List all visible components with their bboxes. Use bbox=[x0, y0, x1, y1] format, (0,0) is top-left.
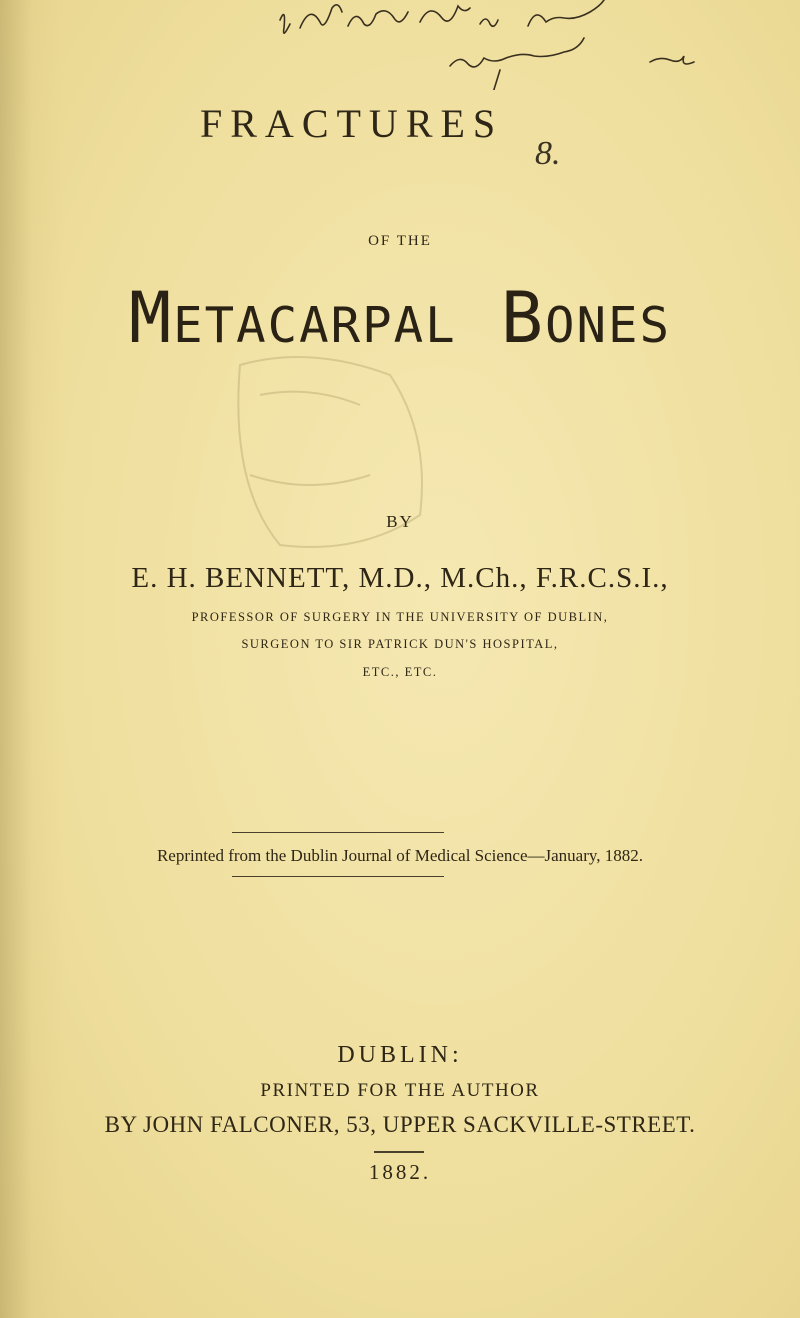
title-connector: OF THE bbox=[368, 233, 432, 249]
author-name: E. H. BENNETT, M.D., M.Ch., F.R.C.S.I., bbox=[131, 562, 669, 594]
title-line-2 bbox=[0, 277, 800, 359]
credential-line: ETC., ETC. bbox=[362, 665, 438, 679]
divider-bottom bbox=[232, 876, 444, 877]
title-line-1: FRACTURES bbox=[200, 101, 504, 146]
credential-line: SURGEON TO SIR PATRICK DUN'S HOSPITAL, bbox=[241, 637, 559, 651]
handwritten-mark: 8. bbox=[535, 135, 561, 172]
byline: BY bbox=[386, 512, 414, 531]
imprint-publisher: BY JOHN FALCONER, 53, UPPER SACKVILLE-STREET. bbox=[104, 1112, 696, 1137]
reprint-note: Reprinted from the Dublin Journal of Medical Science—January, 1882. bbox=[156, 846, 644, 865]
imprint-year: 1882. bbox=[368, 1160, 432, 1184]
divider-short bbox=[374, 1151, 424, 1153]
handwriting-signature-image bbox=[270, 0, 770, 90]
title-main-text: Metacarpal Bones bbox=[129, 277, 671, 359]
credential-line: PROFESSOR OF SURGERY IN THE UNIVERSITY OF DUBLIN, bbox=[191, 610, 609, 624]
imprint-printed-for: PRINTED FOR THE AUTHOR bbox=[260, 1080, 540, 1101]
imprint-city: DUBLIN: bbox=[337, 1042, 463, 1068]
handwritten-inscription bbox=[270, 0, 770, 90]
divider-top bbox=[232, 832, 444, 833]
